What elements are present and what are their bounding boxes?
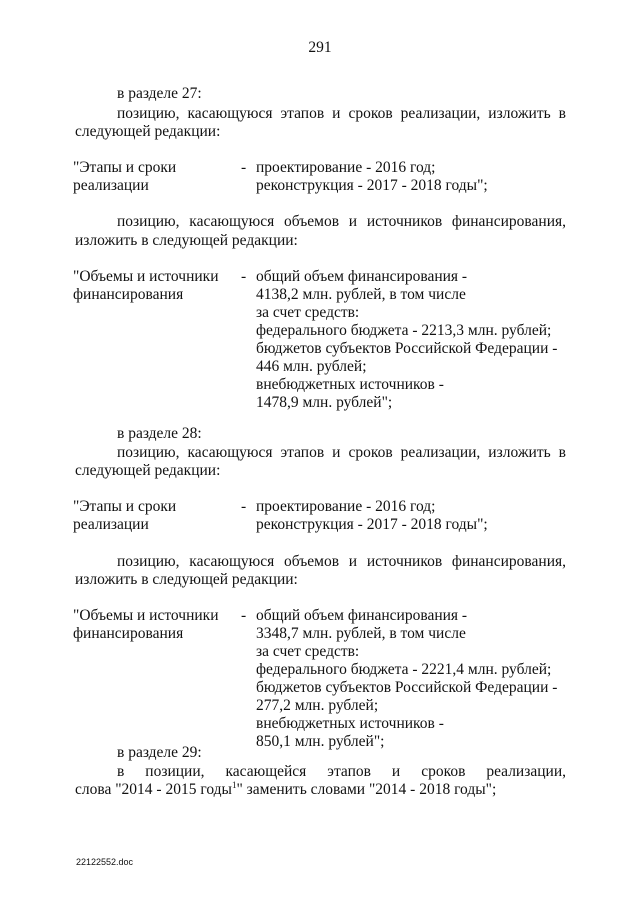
funding-label-line2: финансирования (73, 625, 184, 642)
section-28-intro2-line2: изложить в следующей редакции: (75, 571, 298, 588)
funding-dash: - (241, 607, 247, 624)
funding-line: за счет средств: (256, 643, 360, 660)
footer-filename: 22122552.doc (76, 857, 134, 867)
stages-value-line2: реконструкция - 2017 - 2018 годы"; (256, 516, 488, 533)
section-27-intro1-line2: следующей редакции: (75, 123, 221, 140)
funding-label-line2: финансирования (73, 286, 184, 303)
funding-line: 277,2 млн. рублей; (256, 697, 379, 714)
section-27-intro1-line1: позицию, касающуюся этапов и сроков реализации, изложить в (117, 105, 566, 122)
funding-line: общий объем финансирования - (256, 607, 468, 624)
funding-dash: - (241, 268, 247, 285)
funding-line: внебюджетных источников - (256, 715, 444, 732)
funding-line: бюджетов субъектов Российской Федерации - (256, 679, 558, 696)
funding-line: 850,1 млн. рублей"; (256, 733, 385, 750)
page-number: 291 (308, 39, 332, 56)
funding-line: 446 млн. рублей; (256, 358, 367, 375)
funding-line: 1478,9 млн. рублей"; (256, 394, 393, 411)
funding-line: общий объем финансирования - (256, 268, 468, 285)
funding-label-line1: "Объемы и источники (73, 607, 219, 624)
funding-line: 4138,2 млн. рублей, в том числе (256, 286, 466, 303)
section-29-line2-pre: слова "2014 - 2015 годы (75, 781, 232, 798)
funding-line: внебюджетных источников - (256, 376, 444, 393)
funding-label-line1: "Объемы и источники (73, 268, 219, 285)
section-27-heading: в разделе 27: (117, 85, 202, 102)
funding-line: бюджетов субъектов Российской Федерации - (256, 340, 558, 357)
stages-label-line1: "Этапы и сроки (73, 498, 177, 515)
section-27-intro2-line2: изложить в следующей редакции: (75, 232, 298, 249)
stages-label-line2: реализации (73, 516, 149, 533)
section-29-line1: в позиции, касающейся этапов и сроков реализации, (117, 763, 566, 780)
funding-line: за счет средств: (256, 304, 360, 321)
stages-value-line1: проектирование - 2016 год; (256, 159, 436, 176)
section-29-line2 (75, 781, 496, 799)
stages-dash: - (241, 159, 247, 176)
section-27-intro2-line1: позицию, касающуюся объемов и источников финансирования, (117, 213, 566, 230)
section-29-line2-post: " заменить словами "2014 - 2018 годы"; (236, 781, 497, 798)
stages-label-line2: реализации (73, 177, 149, 194)
section-28-intro1-line1: позицию, касающуюся этапов и сроков реализации, изложить в (117, 444, 566, 461)
stages-label-line1: "Этапы и сроки (73, 159, 177, 176)
stages-dash: - (241, 498, 247, 515)
section-29-heading: в разделе 29: (117, 744, 202, 761)
funding-line: 3348,7 млн. рублей, в том числе (256, 625, 466, 642)
funding-line: федерального бюджета - 2221,4 млн. рублей; (256, 661, 552, 678)
footnote-marker: 1 (231, 779, 237, 790)
section-28-heading: в разделе 28: (117, 425, 202, 442)
funding-line: федерального бюджета - 2213,3 млн. рублей; (256, 322, 552, 339)
section-28-intro2-line1: позицию, касающуюся объемов и источников финансирования, (117, 553, 566, 570)
section-28-intro1-line2: следующей редакции: (75, 462, 221, 479)
stages-value-line1: проектирование - 2016 год; (256, 498, 436, 515)
stages-value-line2: реконструкция - 2017 - 2018 годы"; (256, 177, 488, 194)
